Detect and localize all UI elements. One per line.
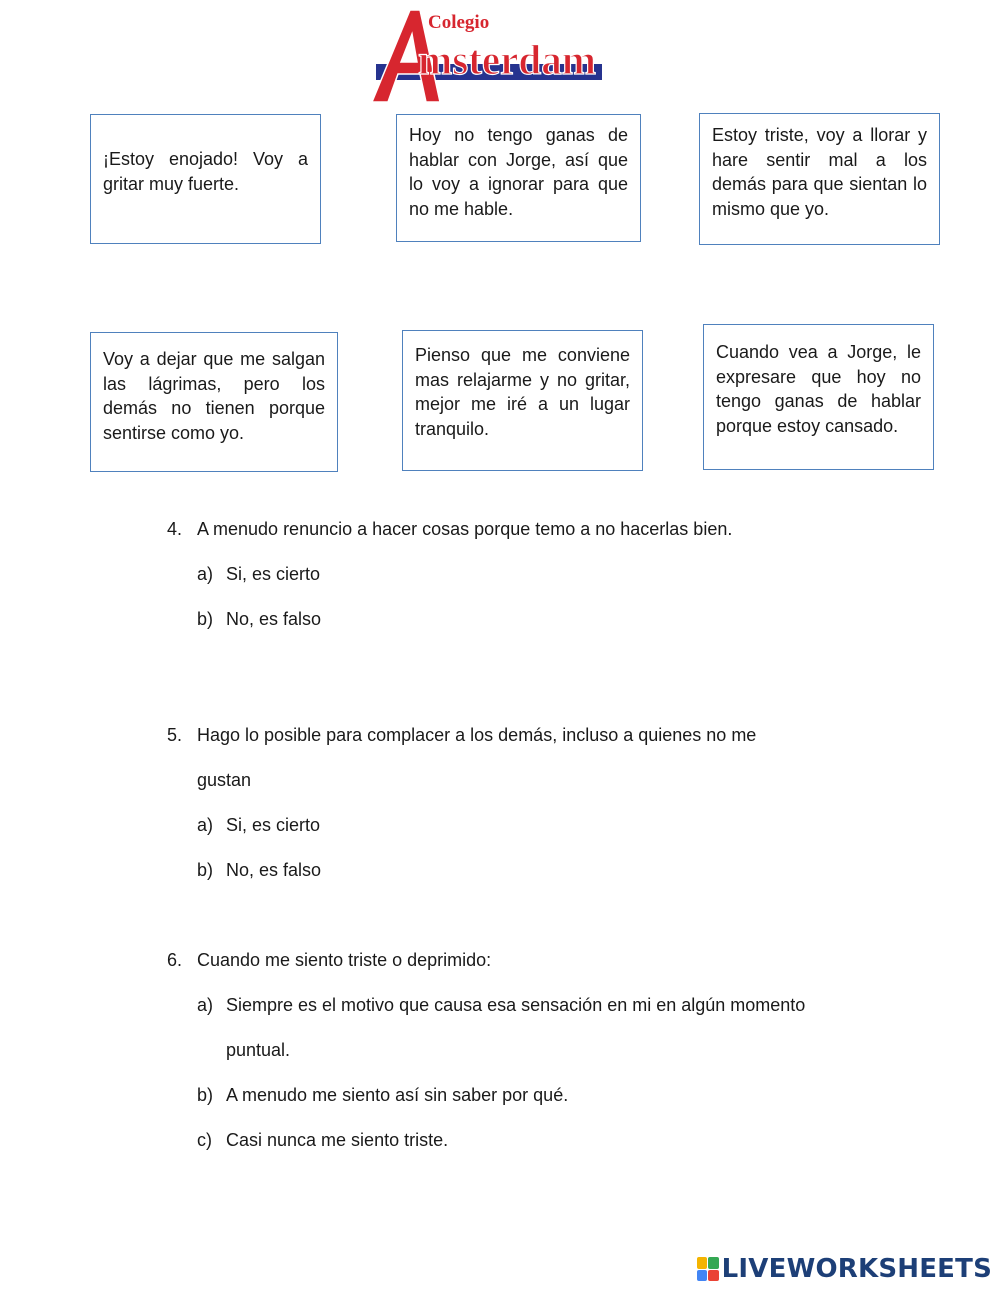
- icon-square-red: [708, 1270, 719, 1282]
- option-box-3[interactable]: [699, 113, 940, 245]
- option-text-5: Pienso que me conviene mas relajarme y no gritar, mejor me iré a un lugar tranquilo.: [415, 345, 630, 439]
- option-label: No, es falso: [226, 609, 322, 629]
- brand-name: LIVEWORKSHEETS: [721, 1254, 992, 1284]
- option-letter: b): [197, 609, 214, 629]
- question-4-option-b[interactable]: [167, 597, 732, 642]
- question-5: [167, 713, 756, 893]
- logo-small-text: Colegio: [428, 12, 490, 33]
- question-5-stem: [167, 713, 756, 758]
- option-text-4: Voy a dejar que me salgan las lágrimas, pero los demás no tienen porque sentirse como yo.: [103, 349, 325, 443]
- option-label: Si, es cierto: [226, 564, 321, 584]
- option-label: Casi nunca me siento triste.: [226, 1130, 449, 1150]
- option-text-3: Estoy triste, voy a llorar y hare sentir mal a los demás para que sientan lo mismo que yo.: [712, 125, 927, 219]
- icon-square-green: [708, 1257, 719, 1269]
- question-text: Hago lo posible para complacer a los demás, incluso a quienes no me: [197, 725, 757, 745]
- option-letter: c): [197, 1130, 212, 1150]
- option-letter: a): [197, 995, 214, 1015]
- liveworksheets-logo-icon: [697, 1257, 719, 1281]
- option-label: Si, es cierto: [226, 815, 321, 835]
- question-text: Cuando me siento triste o deprimido:: [197, 950, 492, 970]
- question-4: [167, 507, 732, 642]
- question-5-option-a[interactable]: [167, 803, 756, 848]
- option-box-6[interactable]: [703, 324, 934, 470]
- question-5-option-b[interactable]: [167, 848, 756, 893]
- question-6-stem: [167, 938, 805, 983]
- option-box-2[interactable]: [396, 114, 641, 242]
- question-6-option-c[interactable]: [167, 1118, 805, 1163]
- icon-square-yellow: [697, 1257, 708, 1269]
- option-letter: a): [197, 564, 214, 584]
- option-label-continuation: puntual.: [226, 1040, 291, 1060]
- option-box-1[interactable]: [90, 114, 321, 244]
- option-text-1: ¡Estoy enojado! Voy a gritar muy fuerte.: [103, 149, 308, 194]
- question-text: A menudo renuncio a hacer cosas porque temo a no hacerlas bien.: [197, 519, 733, 539]
- option-text-6: Cuando vea a Jorge, le expresare que hoy no tengo ganas de hablar porque estoy cansado.: [716, 342, 921, 436]
- option-box-4[interactable]: [90, 332, 338, 472]
- question-4-stem: [167, 507, 732, 552]
- option-label: No, es falso: [226, 860, 322, 880]
- question-number: 4.: [167, 519, 183, 539]
- question-text-continuation: gustan: [197, 770, 252, 790]
- question-6: [167, 938, 805, 1163]
- liveworksheets-brand: [697, 1253, 992, 1285]
- amsterdam-logo-icon: [366, 4, 606, 108]
- question-number: 6.: [167, 950, 183, 970]
- option-label: Siempre es el motivo que causa esa sensación en mi en algún momento: [226, 995, 806, 1015]
- logo-main-text: msterdam: [418, 38, 597, 84]
- school-logo: [366, 4, 606, 108]
- option-letter: b): [197, 860, 214, 880]
- option-text-2: Hoy no tengo ganas de hablar con Jorge, así que lo voy a ignorar para que no me hable.: [409, 125, 628, 219]
- option-letter: b): [197, 1085, 214, 1105]
- option-letter: a): [197, 815, 214, 835]
- question-6-option-a[interactable]: [167, 983, 805, 1028]
- question-number: 5.: [167, 725, 183, 745]
- option-box-5[interactable]: [402, 330, 643, 471]
- question-4-option-a[interactable]: [167, 552, 732, 597]
- question-6-option-b[interactable]: [167, 1073, 805, 1118]
- icon-square-blue: [697, 1270, 708, 1282]
- option-label: A menudo me siento así sin saber por qué.: [226, 1085, 569, 1105]
